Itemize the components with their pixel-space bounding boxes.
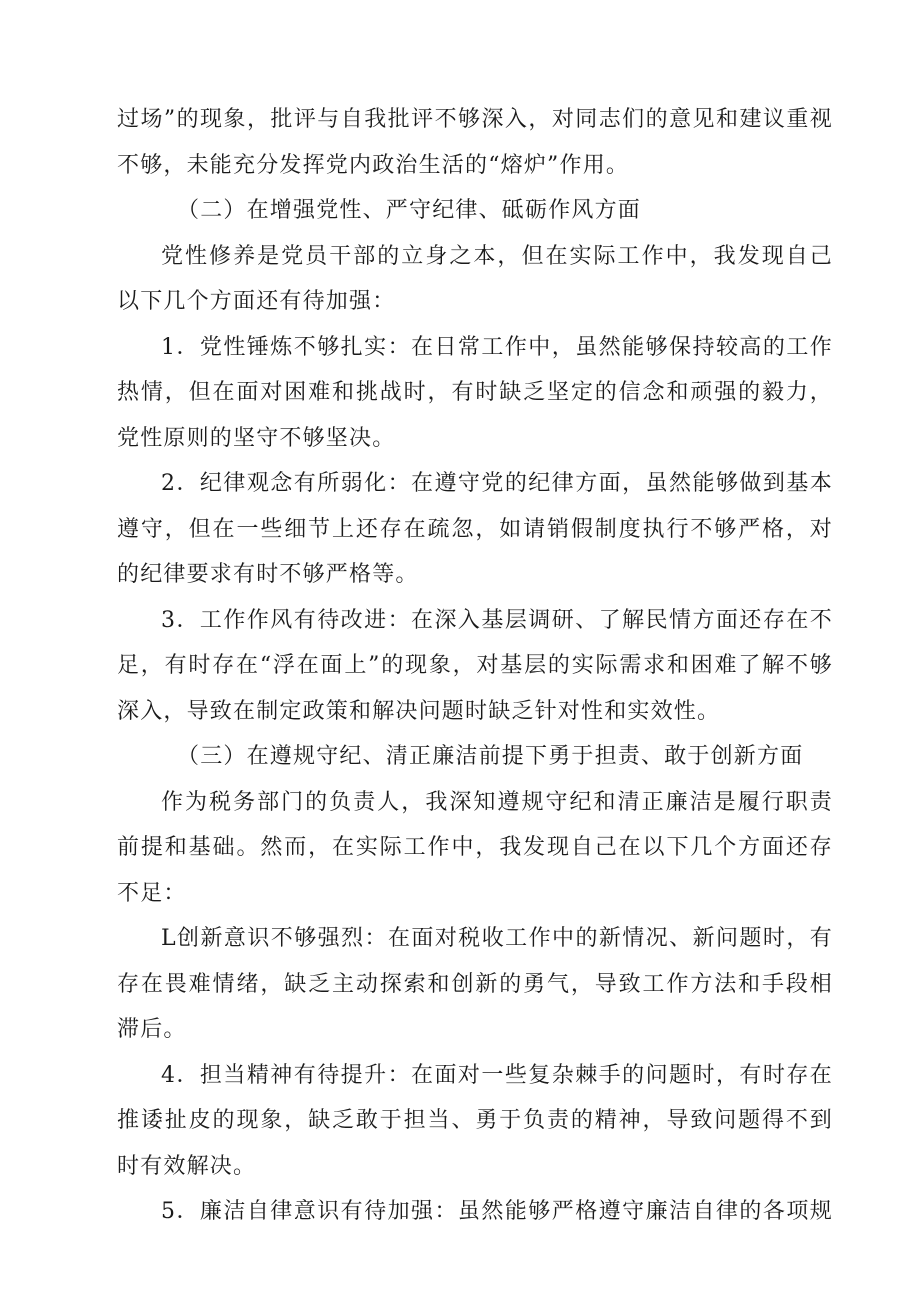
paragraph-line: 前提和基础。然而，在实际工作中，我发现自己在以下几个方面还存	[117, 835, 833, 860]
paragraph-line: 过场”的现象，批评与自我批评不够深入，对同志们的意见和建议重视	[117, 107, 833, 132]
list-item-line: 4．担当精神有待提升：在面对一些复杂棘手的问题时，有时存在	[161, 1062, 833, 1088]
list-item-line: 足，有时存在“浮在面上”的现象，对基层的实际需求和困难了解不够	[117, 653, 833, 678]
list-item-line: 热情，但在面对困难和挑战时，有时缺乏坚定的信念和顽强的毅力，	[117, 380, 833, 405]
paragraph-line: 不足：	[117, 880, 187, 906]
list-item-line: 党性原则的坚守不够坚决。	[117, 425, 396, 451]
list-item-line: 3．工作作风有待改进：在深入基层调研、了解民情方面还存在不	[161, 607, 833, 633]
list-item-line: L创新意识不够强烈：在面对税收工作中的新情况、新问题时，有	[161, 926, 833, 951]
list-item-line: 遵守，但在一些细节上还存在疏忽，如请销假制度执行不够严格，对	[117, 516, 833, 542]
list-item-line: 滞后。	[117, 1017, 187, 1042]
list-item-line: 推诿扯皮的现象，缺乏敢于担当、勇于负责的精神，导致问题得不到	[117, 1108, 833, 1133]
paragraph-line: 不够，未能充分发挥党内政治生活的“熔炉”作用。	[117, 152, 630, 178]
list-item-line: 2．纪律观念有所弱化：在遵守党的纪律方面，虽然能够做到基本	[161, 471, 833, 496]
list-item-line: 深入，导致在制定政策和解决问题时缺乏针对性和实效性。	[117, 698, 721, 724]
section-heading: （三）在遵规守纪、清正廉洁前提下勇于担责、敢于创新方面	[177, 744, 804, 769]
list-item-line: 1．党性锤炼不够扎实：在日常工作中，虽然能够保持较高的工作	[161, 334, 833, 360]
paragraph-line: 作为税务部门的负责人，我深知遵规守纪和清正廉洁是履行职责	[161, 789, 833, 815]
list-item-line: 存在畏难情绪，缺乏主动探索和创新的勇气，导致工作方法和手段相	[117, 971, 833, 997]
list-item-line: 的纪律要求有时不够严格等。	[117, 562, 419, 587]
list-item-line: 时有效解决。	[117, 1153, 257, 1179]
paragraph-line: 以下几个方面还有待加强：	[117, 289, 396, 314]
section-heading: （二）在增强党性、严守纪律、砥砺作风方面	[177, 198, 642, 223]
paragraph-line: 党性修养是党员干部的立身之本，但在实际工作中，我发现自己	[161, 243, 833, 269]
document-page	[117, 97, 833, 1235]
list-item-line: 5．廉洁自律意识有待加强：虽然能够严格遵守廉洁自律的各项规	[161, 1199, 833, 1224]
